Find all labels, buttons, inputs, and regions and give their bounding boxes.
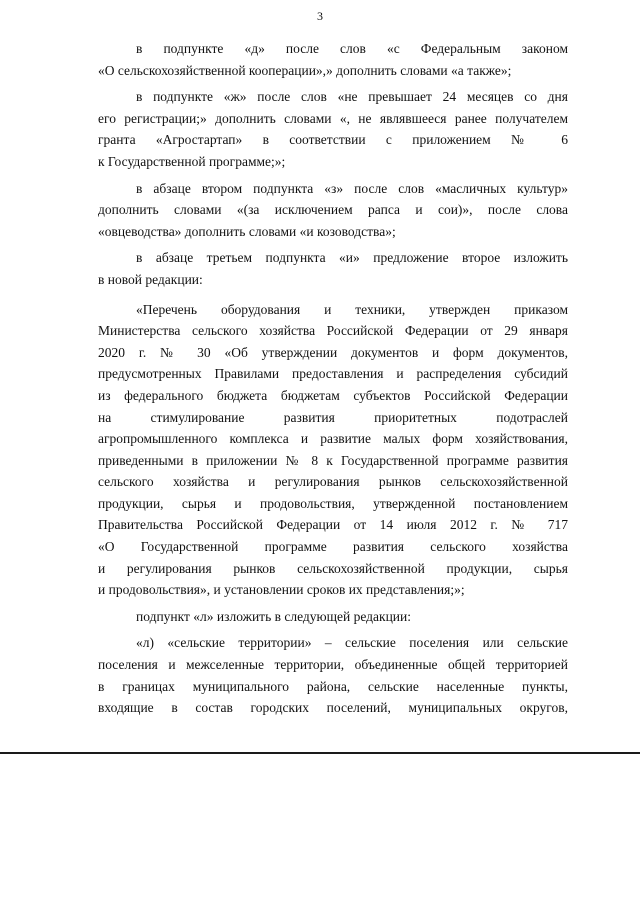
text-line: предусмотренных Правилами предоставления и распределения субсидий xyxy=(98,366,568,382)
text-line: агропромышленного комплекса и развитие малых форм хозяйствования, xyxy=(98,431,568,447)
text-line: поселения и межселенные территории, объединенные общей территорией xyxy=(98,657,568,673)
text-line: в абзаце третьем подпункта «и» предложение второе изложить xyxy=(136,250,568,266)
text-line: в подпунктe «д» после слов «с Федеральным законом xyxy=(136,41,568,56)
text-line: на стимулирование развития приоритетных подотраслей xyxy=(98,409,568,425)
document-body xyxy=(98,38,568,719)
text-line: «Перечень оборудования и техники, утвержден приказом xyxy=(136,301,568,317)
text-line: из федерального бюджета бюджетам субъектов Российской Федерации xyxy=(98,387,568,403)
text-line: в новой редакции: xyxy=(98,271,203,287)
text-line: и продовольствия», и установлении сроков их представления;»; xyxy=(98,582,465,598)
text-line: к Государственной программе;»; xyxy=(98,153,286,169)
text-line: в абзаце втором подпункта «з» после слов «масличных культур» xyxy=(136,180,568,196)
text-line: в границах муниципального района, сельские населенные пункты, xyxy=(98,678,568,694)
text-line: приведенными в приложении № 8 к Государственной программе развития xyxy=(98,452,568,468)
page-number: 3 xyxy=(317,9,323,23)
text-line: в подпункте «ж» после слов «не превышает 24 месяцев со дня xyxy=(136,89,568,105)
text-line: гранта «Агростартап» в соответствии с приложением № 6 xyxy=(98,132,568,148)
text-line: Правительства Российской Федерации от 14 июля 2012 г. № 717 xyxy=(98,517,568,533)
text-line: дополнить словами «(за исключением рапса и сои)», после слова xyxy=(98,202,568,218)
text-line: «овцеводства» дополнить словами «и козоводства»; xyxy=(98,223,396,239)
text-line: «О Государственной программе развития сельского хозяйства xyxy=(98,539,568,555)
text-line: «О сельскохозяйственной кооперации»,» дополнить словами «а также»; xyxy=(98,62,512,78)
text-line: подпункт «л» изложить в следующей редакции: xyxy=(136,608,412,624)
text-line: его регистрации;» дополнить словами «, не являвшееся ранее получателем xyxy=(98,110,568,126)
text-line: Министерства сельского хозяйства Российской Федерации от 29 января xyxy=(98,323,568,339)
text-line: 2020 г. № 30 «Об утверждении документов и форм документов, xyxy=(98,344,568,360)
text-line: и регулирования рынков сельскохозяйственной продукции, сырья xyxy=(98,560,568,576)
paragraph xyxy=(98,247,568,290)
quoted-paragraph xyxy=(98,299,568,601)
page-separator-line xyxy=(0,752,640,754)
paragraph xyxy=(98,178,568,243)
text-line: «л) «сельские территории» – сельские поселения или сельские xyxy=(136,635,568,651)
text-line: продукции, сырья и продовольствия, утвержденной постановлением xyxy=(98,495,568,511)
paragraph xyxy=(98,38,568,81)
text-line: входящие в состав городских поселений, муниципальных округов, xyxy=(98,700,568,716)
paragraph xyxy=(98,632,568,718)
text-line: сельского хозяйства и регулирования рынков сельскохозяйственной xyxy=(98,474,568,490)
paragraph xyxy=(98,606,568,628)
paragraph xyxy=(98,86,568,172)
